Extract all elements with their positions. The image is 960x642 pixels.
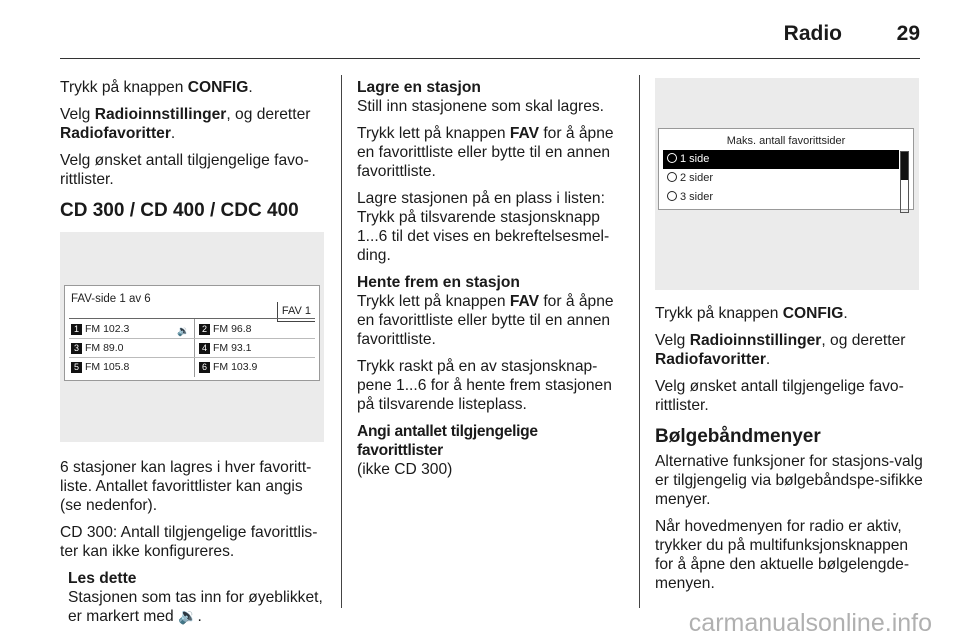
speaker-icon: 🔉: [178, 608, 198, 625]
fav-keyword: FAV: [509, 293, 540, 310]
radio-icon: [667, 172, 677, 182]
section-heading: CD 300 / CD 400 / CDC 400: [60, 200, 299, 221]
favorites-screen-figure: [60, 232, 324, 442]
scrollbar-thumb: [901, 152, 908, 180]
max-pages-figure: [655, 78, 919, 290]
paragraph-fav-open: Trykk lett på knappen FAV for å åpne en favorittliste eller bytte til en annen favorittliste.: [357, 125, 614, 180]
fav-separator: [69, 318, 315, 319]
option-2-pages: 2 sider: [663, 169, 899, 188]
note-box: Les dette Stasjonen som tas inn for øyeblikket, er markert med 🔉.: [60, 569, 328, 626]
page-number: 29: [896, 22, 920, 45]
fav-row-1: [69, 320, 315, 339]
station-4: 4 FM 93.1: [199, 340, 252, 356]
paragraph-choose: Velg ønsket antall tilgjengelige favo-rittlister.: [655, 378, 904, 414]
column-divider-1: [341, 75, 342, 608]
radio-icon: [667, 153, 677, 163]
option-3-pages: 3 sider: [663, 188, 899, 207]
watermark: carmanualsonline.info: [688, 609, 932, 637]
config-keyword: CONFIG: [187, 79, 249, 96]
fav-row-2: [69, 339, 315, 358]
column-1: [60, 78, 328, 626]
page-title: Radio: [783, 22, 842, 45]
paragraph-cd300: CD 300: Antall tilgjengelige favorittlis-ter kan ikke konfigureres.: [60, 524, 318, 560]
max-pages-title: Maks. antall favorittsider: [726, 135, 846, 147]
paragraph-alt-functions: Alternative funksjoner for stasjons-valg er tilgjengelig via bølgebåndspe-sifikke menyer.: [655, 453, 923, 508]
page-header: [60, 18, 920, 59]
paragraph-not-cd300: (ikke CD 300): [357, 461, 453, 478]
paragraph-six-stations: 6 stasjoner kan lagres i hver favoritt-liste. Antallet favorittlister kan angis (se nedenfor).: [60, 459, 312, 514]
fav-row-3: [69, 358, 315, 376]
column-divider-2: [639, 75, 640, 608]
paragraph-press-button: Trykk raskt på en av stasjonsknap-pene 1...6 for å hente frem stasjonen på tilsvarende listeplass.: [357, 358, 612, 413]
note-title: Les dette: [68, 570, 137, 587]
paragraph-select: Velg Radioinnstillinger, og deretter Radiofavoritter.: [655, 332, 906, 368]
scrollbar: [900, 151, 909, 213]
fav-keyword: FAV: [509, 125, 540, 142]
station-2: 2 FM 96.8: [199, 321, 252, 337]
paragraph-choose: Velg ønsket antall tilgjengelige favo-rittlister.: [60, 152, 309, 188]
heading-store-station: Lagre en stasjon: [357, 79, 481, 96]
station-1: 1 FM 102.3: [71, 321, 129, 337]
paragraph-select: Velg Radioinnstillinger, og deretter Radiofavoritter.: [60, 106, 311, 142]
max-pages-display: [658, 128, 914, 210]
paragraph-fav-open-2: Trykk lett på knappen FAV for å åpne en favorittliste eller bytte til en annen favorittliste.: [357, 293, 614, 348]
paragraph-store: Lagre stasjonen på en plass i listen: Trykk på tilsvarende stasjonsknapp 1...6 til det vises en bekreftelsesmel-ding.: [357, 190, 610, 264]
column-2: [357, 78, 627, 487]
paragraph-main-menu: Når hovedmenyen for radio er aktiv, trykker du på multifunksjonsknappen for å åpne den aktuelle bølgelengde-menyen.: [655, 518, 910, 592]
option-1-page: 1 side: [663, 150, 899, 169]
note-text: Stasjonen som tas inn for øyeblikket, er markert med: [68, 589, 323, 625]
speaker-icon: 🔉: [177, 326, 190, 337]
fav-tab: FAV 1: [277, 302, 315, 322]
heading-set-number: Angi antallet tilgjengelige favorittlister: [357, 423, 538, 459]
paragraph-config: Trykk på knappen CONFIG.: [655, 305, 848, 322]
column-3: [655, 78, 923, 601]
config-keyword: CONFIG: [782, 305, 844, 322]
favorites-display: [64, 285, 320, 381]
paragraph-tune: Still inn stasjonene som skal lagres.: [357, 98, 605, 115]
paragraph-config: Trykk på knappen CONFIG.: [60, 79, 253, 96]
radio-icon: [667, 191, 677, 201]
station-3: 3 FM 89.0: [71, 340, 124, 356]
section-heading-bands: Bølgebåndmenyer: [655, 426, 821, 447]
fav-page-label: FAV-side 1 av 6: [71, 293, 151, 305]
station-6: 6 FM 103.9: [199, 359, 257, 375]
heading-retrieve-station: Hente frem en stasjon: [357, 274, 520, 291]
station-5: 5 FM 105.8: [71, 359, 129, 375]
